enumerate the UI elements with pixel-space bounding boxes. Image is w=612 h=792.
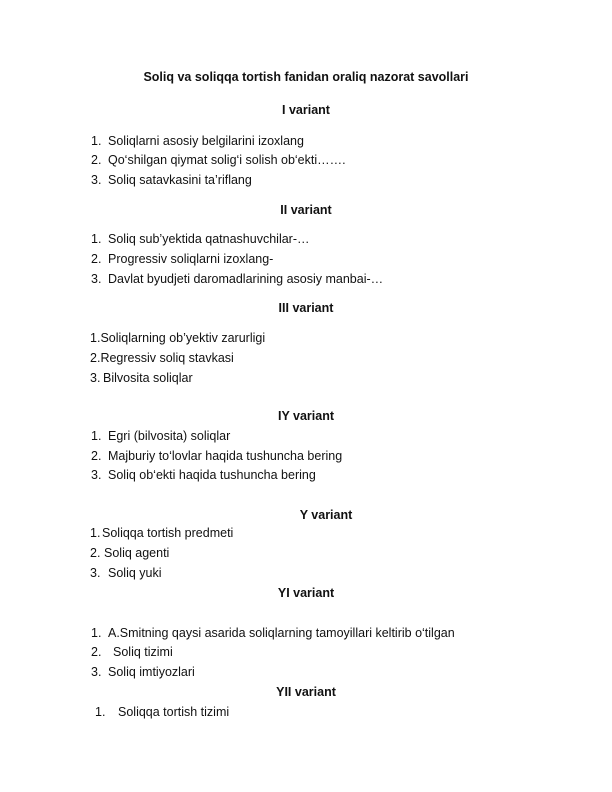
- item-text: Davlat byudjeti daromadlarining asosiy manbai-…: [108, 272, 384, 286]
- list-item: [91, 232, 310, 246]
- list-item: [91, 665, 195, 679]
- item-text: Soliq tizimi: [113, 645, 173, 659]
- variant-heading: III variant: [278, 301, 334, 315]
- item-text: Progressiv soliqlarni izoxlang-: [108, 252, 274, 266]
- list-item: [91, 252, 273, 266]
- item-text: Soliq sub’yektida qatnashuvchilar-…: [108, 232, 310, 246]
- item-text: Soliqlarni asosiy belgilarini izoxlang: [108, 134, 304, 148]
- variant-heading: II variant: [280, 203, 332, 217]
- variant-heading: I variant: [282, 103, 330, 117]
- item-number: 2.: [91, 252, 102, 266]
- item-number: 2.: [90, 546, 101, 560]
- item-text: Majburiy to‘lovlar haqida tushuncha bering: [108, 449, 343, 463]
- item-number: 1.: [91, 134, 102, 148]
- item-number: 3.: [91, 272, 102, 286]
- item-number: 1.: [90, 331, 101, 345]
- item-text: Soliq satavkasini ta’riflang: [108, 173, 252, 187]
- item-text: Soliqlarning ob’yektiv zarurligi: [100, 331, 266, 345]
- list-item: [90, 566, 162, 580]
- list-item: [91, 645, 173, 659]
- item-number: 3.: [91, 665, 102, 679]
- item-text: A.Smitning qaysi asarida soliqlarning tamoyillari keltirib o‘tilgan: [108, 626, 455, 640]
- item-number: 2.: [90, 351, 101, 365]
- item-text: Bilvosita soliqlar: [103, 371, 193, 385]
- item-text: Soliq ob‘ekti haqida tushuncha bering: [108, 468, 316, 482]
- item-number: 1.: [90, 526, 101, 540]
- item-text: Egri (bilvosita) soliqlar: [108, 429, 231, 443]
- list-item: [90, 526, 233, 540]
- item-number: 3.: [90, 371, 101, 385]
- list-item: [91, 429, 230, 443]
- variant-heading: Y variant: [299, 508, 353, 522]
- list-item: [95, 705, 229, 719]
- item-number: 1.: [91, 626, 102, 640]
- item-number: 1.: [91, 232, 102, 246]
- list-item: [90, 331, 265, 345]
- item-number: 3.: [91, 468, 102, 482]
- item-number: 3.: [90, 566, 101, 580]
- list-item: [91, 468, 316, 482]
- item-number: 1.: [91, 429, 102, 443]
- variant-heading: YI variant: [277, 586, 335, 600]
- item-number: 2.: [91, 645, 102, 659]
- item-number: 2.: [91, 449, 102, 463]
- list-item: [91, 134, 304, 148]
- item-text: Soliqqa tortish tizimi: [118, 705, 230, 719]
- item-text: Soliqqa tortish predmeti: [102, 526, 234, 540]
- variant-heading: IY variant: [277, 409, 335, 423]
- list-item: [91, 272, 383, 286]
- list-item: [91, 449, 342, 463]
- item-text: Soliq yuki: [108, 566, 162, 580]
- item-number: 2.: [91, 153, 102, 167]
- item-text: Soliq agenti: [104, 546, 170, 560]
- list-item: [91, 153, 346, 167]
- list-item: [91, 173, 252, 187]
- item-number: 3.: [91, 173, 102, 187]
- list-item: [90, 351, 234, 365]
- item-text: Qo‘shilgan qiymat solig‘i solish ob‘ekti…….: [108, 153, 346, 167]
- item-number: 1.: [95, 705, 106, 719]
- item-text: Regressiv soliq stavkasi: [100, 351, 234, 365]
- variant-heading: YII variant: [276, 685, 336, 699]
- list-item: [90, 371, 193, 385]
- item-text: Soliq imtiyozlari: [108, 665, 195, 679]
- document-title: Soliq va soliqqa tortish fanidan oraliq nazorat savollari: [143, 70, 469, 84]
- list-item: [91, 626, 455, 640]
- list-item: [90, 546, 169, 560]
